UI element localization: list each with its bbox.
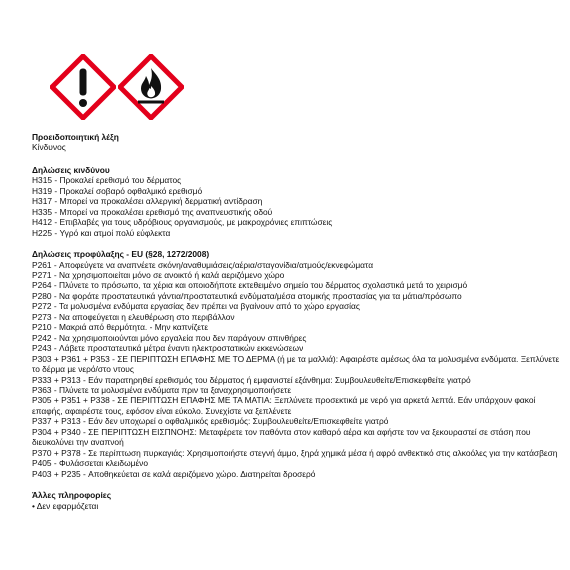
precautionary-statements-heading: Δηλώσεις προφύλαξης - EU (§28, 1272/2008) [32,249,210,260]
precautionary-statement: P403 + P235 - Αποθηκεύεται σε καλά αεριζόμενο χώρο. Διατηρείται δροσερό [32,468,316,479]
other-information-heading: Άλλες πληροφορίες [32,490,112,501]
signal-word: Κίνδυνος [32,142,66,153]
precautionary-statement: P271 - Να χρησιμοποιείται μόνο σε ανοικτό ή καλά αεριζόμενο χώρο [32,269,285,280]
exclamation-mark-icon [50,54,116,120]
hazard-statement: H225 - Υγρό και ατμοί πολύ εύφλεκτα [32,227,171,238]
safety-label-document [32,54,560,511]
signal-word-section [32,132,560,153]
hazard-statement: H317 - Μπορεί να προκαλέσει αλλεργική δερματική αντίδραση [32,196,263,207]
precautionary-statement: P242 - Να χρησιμοποιούνται μόνο εργαλεία που δεν παράγουν σπινθήρες [32,332,307,343]
precautionary-statement: P333 + P313 - Εάν παρατηρηθεί ερεθισμός του δέρματος ή εμφανιστεί εξάνθημα: Συμβουλευθείτε/Επισκεφθείτε γιατρό [32,374,471,385]
hazard-statements-section [32,165,560,238]
flame-icon [118,54,184,120]
precautionary-statement: P405 - Φυλάσσεται κλειδωμένο [32,458,149,469]
precautionary-statement: P272 - Τα μολυσμένα ενδύματα εργασίας δεν πρέπει να βγαίνουν από το χώρο εργασίας [32,301,360,312]
ghs-pictograms [50,54,560,120]
hazard-statement: H319 - Προκαλεί σοβαρό οφθαλμικό ερεθισμό [32,185,203,196]
precautionary-statement: P280 - Να φοράτε προστατευτικά γάντια/προστατευτικά ενδύματα/μέσα ατομικής προστασίας για τα μάτια/πρόσωπο [32,290,462,301]
precautionary-statement: P363 - Πλύνετε τα μολυσμένα ενδύματα πριν τα ξαναχρησιμοποιήσετε [32,384,292,395]
precautionary-statement: P264 - Πλύνετε το πρόσωπο, τα χέρια και οποιοδήποτε εκτεθειμένο σημείο του δέρματος σχολαστικά μετά το χειρισμό [32,280,468,291]
signal-word-heading: Προειδοποιητική λέξη [32,132,119,142]
precautionary-statement: P303 + P361 + P353 - ΣΕ ΠΕΡΙΠΤΩΣΗ ΕΠΑΦΗΣ ΜΕ ΤΟ ΔΕΡΜΑ (ή με τα μαλλιά): Αφαιρέστε αμέσως όλα τα μολυσμένα ενδύματα. Ξεπλύνετε το δέρμα με νερό/στο ντους [32,353,562,375]
precautionary-statement: P337 + P313 - Εάν δεν υποχωρεί ο οφθαλμικός ερεθισμός: Συμβουλευθείτε/Επισκεφθείτε γιατρό [32,416,389,427]
hazard-statement: H412 - Επιβλαβές για τους υδρόβιους οργανισμούς, με μακροχρόνιες επιπτώσεις [32,217,333,228]
precautionary-statement: P305 + P351 + P338 - ΣΕ ΠΕΡΙΠΤΩΣΗ ΕΠΑΦΗΣ ΜΕ ΤΑ ΜΑΤΙΑ: Ξεπλύνετε προσεκτικά με νερό για αρκετά λεπτά. Εάν υπάρχουν φακοί επαφής, αφαιρέστε τους, εφόσον είναι εύκολο. Συνεχίστε να ξεπλένετε [32,395,538,416]
hazard-statement: H335 - Μπορεί να προκαλέσει ερεθισμό της αναπνευστικής οδού [32,206,273,217]
precautionary-statement: P304 + P340 - ΣΕ ΠΕΡΙΠΤΩΣΗ ΕΙΣΠΝΟΗΣ: Μεταφέρετε τον παθόντα στον καθαρό αέρα και αφήστε τον να ξεκουραστεί σε στάση που διευκολύνει την αναπνοή [32,426,533,448]
hazard-statement: H315 - Προκαλεί ερεθισμό του δέρματος [32,175,182,186]
precautionary-statement: P210 - Μακριά από θερμότητα. - Μην καπνίζετε [32,322,209,333]
other-information-section [32,490,560,511]
other-information-item: • Δεν εφαρμόζεται [32,500,99,511]
precautionary-statement: P273 - Να αποφεύγεται η ελευθέρωση στο περιβάλλον [32,311,235,322]
precautionary-statement: P370 + P378 - Σε περίπτωση πυρκαγιάς: Χρησιμοποιήστε στεγνή άμμο, ξηρά χημικά μέσα ή αφρό ανθεκτικό στις αλκοόλες για την κατάσβεση [32,447,558,458]
hazard-statements-heading: Δηλώσεις κινδύνου [32,164,110,175]
precautionary-statements-section [32,249,560,479]
precautionary-statement: P243 - Λάβετε προστατευτικά μέτρα έναντι ηλεκτροστατικών εκκενώσεων [32,343,304,354]
precautionary-statement: P261 - Αποφεύγετε να αναπνέετε σκόνη/αναθυμιάσεις/αέρια/σταγονίδια/ατμούς/εκνεφώματα [32,259,374,270]
